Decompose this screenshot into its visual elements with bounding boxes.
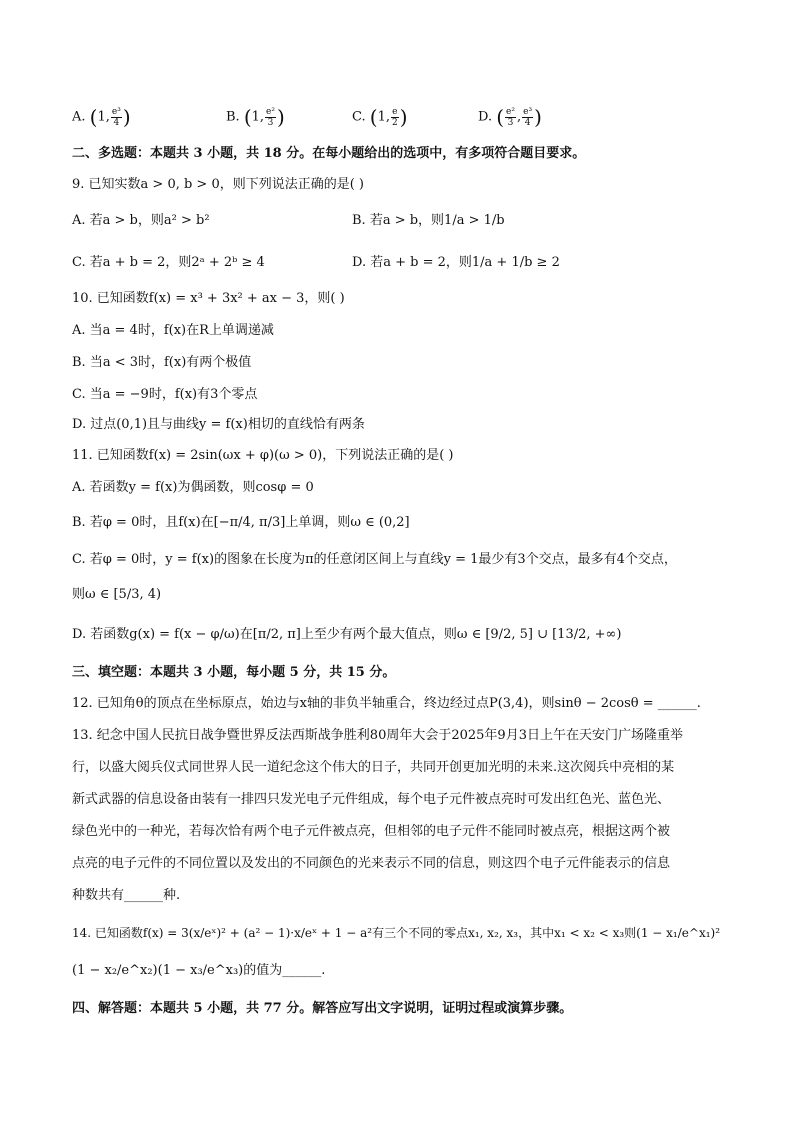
q8-option-d: D. ( $\frac{\text{e²}}{3}$ , $\frac{\text{e³}}{4}$ ) <box>478 105 542 129</box>
q11-option-c-line1: C. 若φ = 0时，y = f(x)的图象在长度为π的任意闭区间上与直线y = 1最少有3个交点，最多有4个交点， <box>72 552 677 567</box>
q9-option-c: C. 若a + b = 2，则2ᵃ + 2ᵇ ≥ 4 <box>72 255 265 270</box>
q11-stem: 11. 已知函数f(x) = 2sin(ωx + φ)(ω > 0)，下列说法正确的是( ) <box>72 448 454 463</box>
q9-option-a: A. 若a > b，则a² > b² <box>72 213 210 228</box>
q8-options <box>72 100 732 136</box>
q11-option-d: D. 若函数g(x) = f(x − φ/ω)在[π/2, π]上至少有两个最大值点，则ω ∈ [9/2, 5] ∪ [13/2, +∞) <box>72 627 622 642</box>
q10-stem: 10. 已知函数f(x) = x³ + 3x² + ax − 3，则( ) <box>72 291 345 306</box>
q14-line1: 14. 已知函数f(x) = 3(x/eˣ)² + (a² − 1)·x/eˣ + 1 − a²有三个不同的零点x₁, x₂, x₃，其中x₁ < x₂ < x₃则(1 − x₁/e^x₁)² <box>72 926 721 940</box>
q10-option-a: A. 当a = 4时，f(x)在R上单调递减 <box>72 323 274 338</box>
q13-line: 行，以盛大阅兵仪式同世界人民一道纪念这个伟大的日子，共同开创更加光明的未来.这次阅兵中亮相的某 <box>72 760 675 775</box>
q8-option-a: A. (1, $\frac{\text{e³}}{4}$ ) <box>72 105 131 129</box>
q8-option-c: C. (1, $\frac{e}{2}$ ) <box>352 105 408 129</box>
q10-option-d: D. 过点(0,1)且与曲线y = f(x)相切的直线恰有两条 <box>72 417 365 432</box>
q9-option-d: D. 若a + b = 2，则1/a + 1/b ≥ 2 <box>352 255 560 270</box>
section-heading-fill-in: 三、填空题：本题共 3 小题，每小题 5 分，共 15 分。 <box>72 665 396 680</box>
q13-line: 种数共有______种. <box>72 888 181 903</box>
q13-line: 绿色光中的一种光，若每次恰有两个电子元件被点亮，但相邻的电子元件不能同时被点亮，根据这两个被 <box>72 824 671 839</box>
q10-option-c: C. 当a = −9时，f(x)有3个零点 <box>72 387 258 402</box>
q11-option-a: A. 若函数y = f(x)为偶函数，则cosφ = 0 <box>72 480 314 495</box>
q13-line: 新式武器的信息设备由装有一排四只发光电子元件组成，每个电子元件被点亮时可发出红色光、蓝色光、 <box>72 792 671 807</box>
q11-option-b: B. 若φ = 0时，且f(x)在[−π/4, π/3]上单调，则ω ∈ (0,2] <box>72 515 410 530</box>
section-heading-multiple-choice: 二、多选题：本题共 3 小题，共 18 分。在每小题给出的选项中，有多项符合题目要求。 <box>72 146 586 161</box>
q12-stem: 12. 已知角θ的顶点在坐标原点，始边与x轴的非负半轴重合，终边经过点P(3,4)，则sinθ − 2cosθ = ______. <box>72 696 701 711</box>
q11-option-c-line2: 则ω ∈ [5/3, 4) <box>72 587 162 602</box>
q9-option-b: B. 若a > b，则1/a > 1/b <box>352 213 505 228</box>
q9-stem: 9. 已知实数a > 0, b > 0，则下列说法正确的是( ) <box>72 177 365 192</box>
q13-line: 13. 纪念中国人民抗日战争暨世界反法西斯战争胜利80周年大会于2025年9月3日上午在天安门广场隆重举 <box>72 728 683 743</box>
section-heading-answer: 四、解答题：本题共 5 小题，共 77 分。解答应写出文字说明，证明过程或演算步骤。 <box>72 1001 573 1016</box>
q8-option-b: B. (1, $\frac{\text{e²}}{3}$ ) <box>226 105 285 129</box>
q10-option-b: B. 当a < 3时，f(x)有两个极值 <box>72 355 252 370</box>
q13-line: 点亮的电子元件的不同位置以及发出的不同颜色的光来表示不同的信息，则这四个电子元件能表示的信息 <box>72 856 671 871</box>
q14-line2: (1 − x₂/e^x₂)(1 − x₃/e^x₃)的值为______. <box>72 963 326 978</box>
